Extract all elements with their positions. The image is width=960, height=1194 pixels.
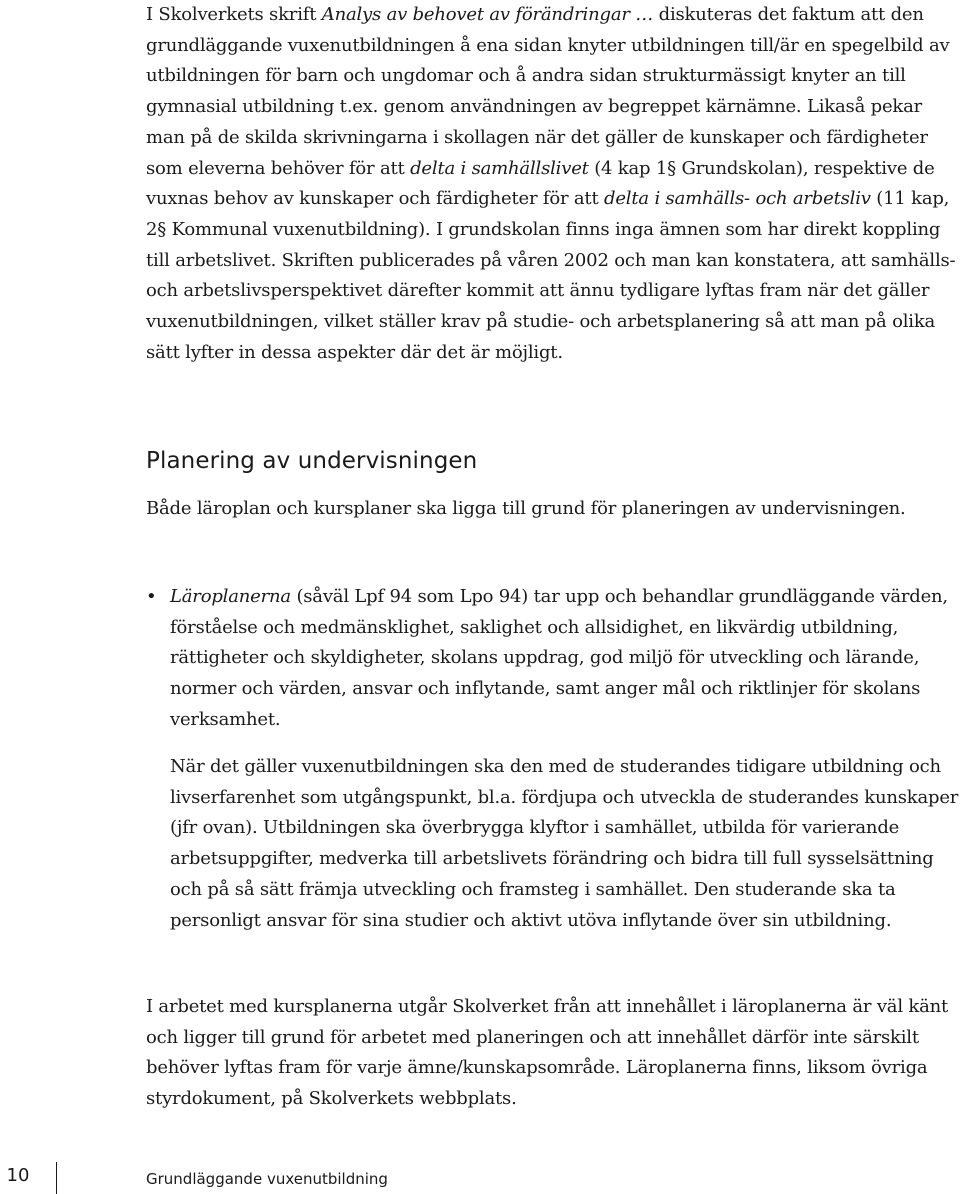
text-segment: (såväl Lpf 94 som Lpo 94) tar upp och behandlar grundläggande värden, förståelse och medmänsklighet, saklighet och allsidighet, en likvärdig utbildning, rättigheter och skyldigheter, skolans uppdrag, god miljö för utveckling och lärande, normer och värden, ansvar och inflytande, samt anger mål och riktlinjer för skolans verksamhet. [170, 586, 948, 730]
paragraph-course-plans: I arbetet med kursplanerna utgår Skolverket från att innehållet i läroplanerna är väl känt och ligger till grund för arbetet med planeringen och att innehållet därför inte särskilt behöver lyftas fram för varje ämne/kunskapsområde. Läroplanerna finns, liksom övriga styrdokument, på Skolverkets webbplats. [146, 996, 949, 1110]
text-segment: (4 kap 1§ Grundskolan), respektive de vuxnas behov av kunskaper och färdigheter för att [146, 157, 935, 210]
paragraph-adult-education: När det gäller vuxenutbildningen ska den med de studerandes tidigare utbildning och livserfarenhet som utgångspunkt, bl.a. fördjupa och utveckla de studerandes kunskaper (jfr ovan). Utbildningen ska överbrygga klyftor i samhället, utbilda för varierande arbetsuppgifter, medverka till arbetslivets förändring och bidra till full sysselsättning och på så sätt främja utveckling och framsteg i samhället. Den studerande ska ta personligt ansvar för sina studier och aktivt utöva inflytande över sin utbildning. [170, 756, 959, 931]
text-segment: diskuteras det faktum att den grundläggande vuxenutbildningen å ena sidan knyter utbildningen till/är en spegelbild av utbildningen för barn och ungdomar och å andra sidan strukturmässigt knyter an till gymnasial utbildning t.ex. genom användningen av begreppet kärnämne. Likaså pekar man på de skilda skrivningarna i skollagen när det gäller de kunskaper och färdigheter som eleverna behöver för att [146, 4, 950, 179]
bullet-icon: • [146, 586, 157, 607]
footer-divider [56, 1162, 57, 1194]
bullet-text [170, 582, 960, 736]
emphasis-phrase: delta i samhälls- och arbetsliv [604, 188, 871, 210]
text-segment: (11 kap, 2§ Kommunal vuxenutbildning). I grundskolan finns inga ämnen som har direkt koppling till arbetslivet. Skriften publicerades på våren 2002 och man kan konstatera, att samhälls- och arbetslivsperspektivet därefter kommit att ännu tydligare lyftas fram när det gäller vuxenutbildningen, vilket ställer krav på studie- och arbetsplanering så att man på olika sätt lyfter in dessa aspekter där det är möjligt. [146, 188, 956, 363]
section-heading: Planering av undervisningen [146, 448, 478, 474]
publication-title: Analys av behovet av förändringar … [321, 4, 654, 25]
emphasis-phrase: delta i samhällslivet [410, 157, 589, 179]
text-segment: I Skolverkets skrift [146, 4, 322, 25]
page-number: 10 [6, 1165, 30, 1186]
footer-title: Grundläggande vuxenutbildning [146, 1170, 388, 1188]
paragraph-intro [146, 0, 956, 368]
emphasis-phrase: Läroplanerna [170, 586, 291, 607]
paragraph-planning: Både läroplan och kursplaner ska ligga till grund för planeringen av undervisningen. [146, 498, 906, 519]
